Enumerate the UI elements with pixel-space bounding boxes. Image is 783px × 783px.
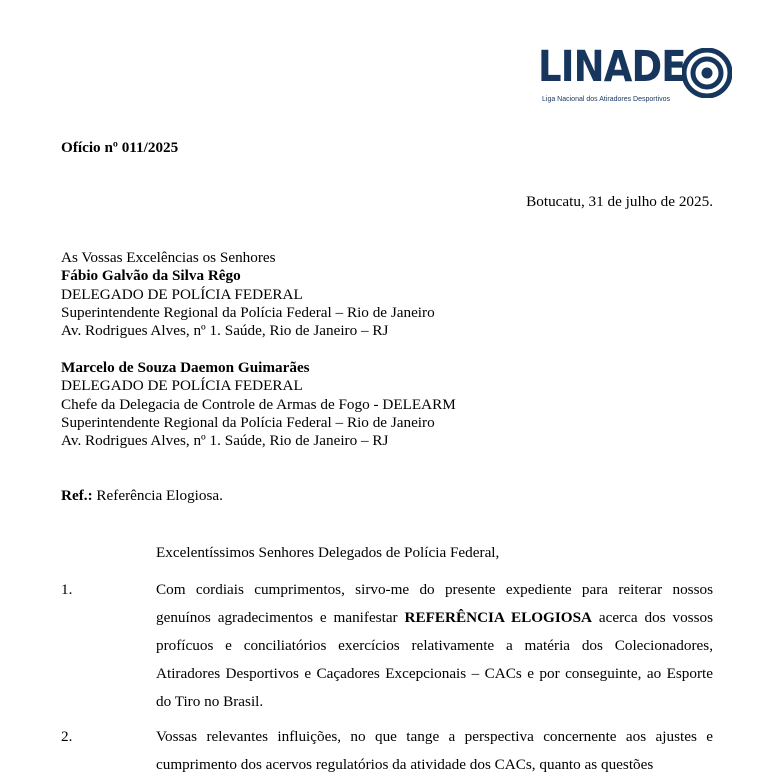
logo-wordmark: LINADE [538,42,686,92]
reference-label: Ref.: [61,487,93,504]
paragraph-1-text-start: Com cordiais cumprimentos, sirvo-me do presente expediente para reiterar nossos genuínos agradecimentos e manifestar [156,581,713,626]
recipient-1-name: Fábio Galvão da Silva Rêgo [61,267,241,284]
date-line: Botucatu, 31 de julho de 2025. [526,193,713,210]
reference-text: Referência Elogiosa. [92,487,223,504]
recipient-2-superintendence: Superintendente Regional da Polícia Federal – Rio de Janeiro [61,414,435,431]
recipient-1-role: Superintendente Regional da Polícia Federal – Rio de Janeiro [61,304,435,321]
target-icon [682,48,732,98]
recipient-2-address: Av. Rodrigues Alves, nº 1. Saúde, Rio de Janeiro – RJ [61,432,389,449]
linade-logo [538,44,738,110]
oficio-number: Ofício nº 011/2025 [61,139,179,156]
paragraph-2-number: 2. [61,728,73,745]
paragraph-1 [156,576,713,716]
recipient-2-title: DELEGADO DE POLÍCIA FEDERAL [61,377,303,394]
recipients-intro: As Vossas Excelências os Senhores [61,249,276,266]
recipient-2-role: Chefe da Delegacia de Controle de Armas de Fogo - DELEARM [61,396,456,413]
logo-subtitle: Liga Nacional dos Atiradores Desportivos [542,96,671,103]
paragraph-2: Vossas relevantes influições, no que tange a perspectiva concernente aos ajustes e cumprimento dos acervos regulatórios da atividade dos CACs, quanto as questões [156,728,713,773]
recipient-1-address: Av. Rodrigues Alves, nº 1. Saúde, Rio de Janeiro – RJ [61,322,389,339]
paragraph-1-number: 1. [61,581,73,598]
recipient-2-name: Marcelo de Souza Daemon Guimarães [61,359,310,376]
paragraph-1-emphasis: REFERÊNCIA ELOGIOSA [404,609,592,626]
recipient-1-title: DELEGADO DE POLÍCIA FEDERAL [61,286,303,303]
salutation: Excelentíssimos Senhores Delegados de Polícia Federal, [156,544,500,561]
paragraph-1-text-end: acerca dos vossos profícuos e conciliatórios exercícios relativamente a matéria dos Colecionadores, Atiradores Desportivos e Caçadores Excepcionais – CACs e por conseguinte, ao Esporte do Tiro no Brasil. [156,609,713,710]
reference-line [61,487,223,505]
